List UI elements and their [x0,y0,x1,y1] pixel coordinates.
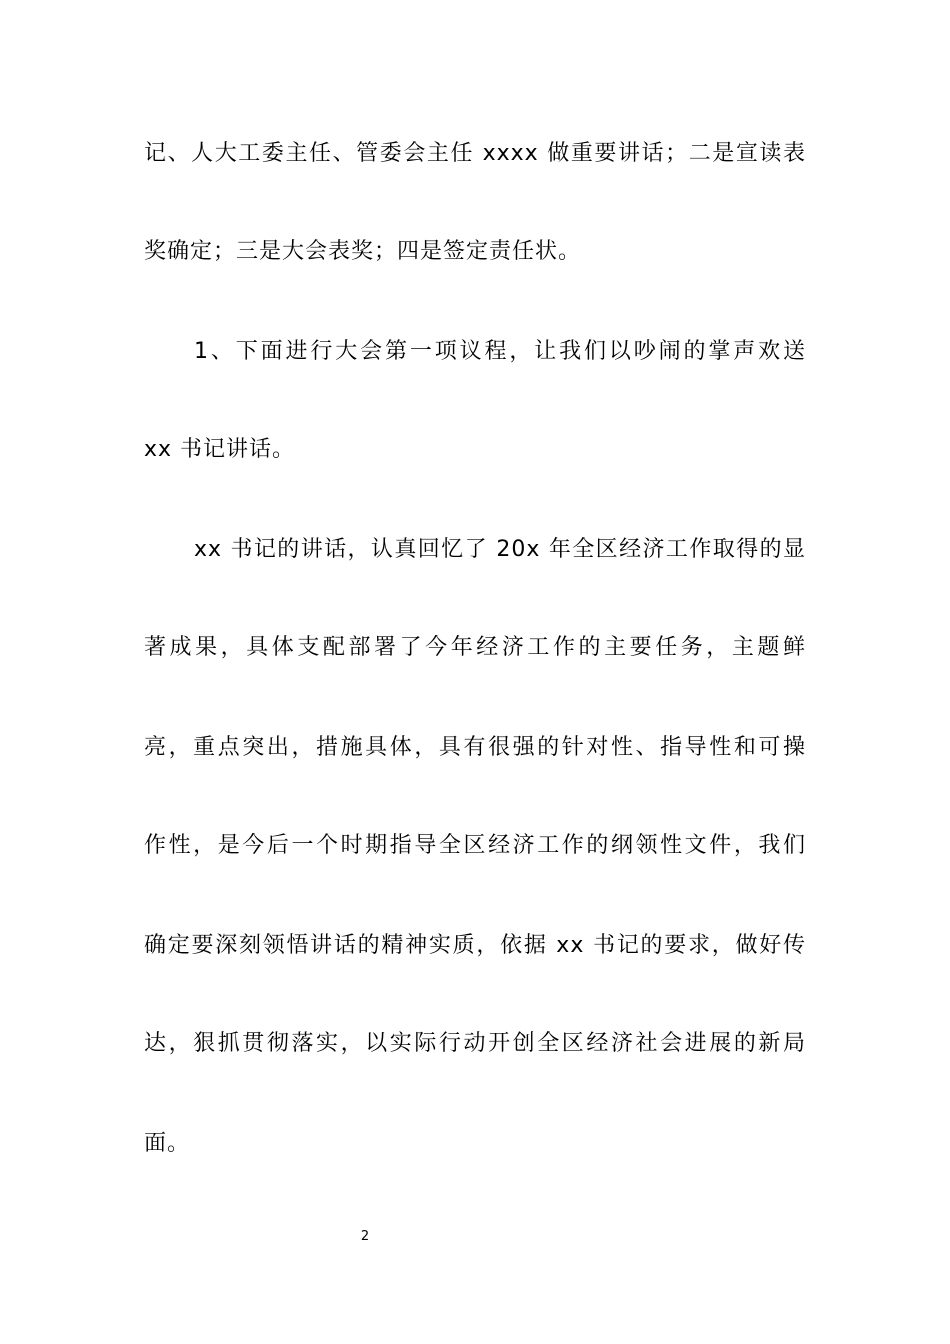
paragraph-3-line-6: 达，狠抓贯彻落实，以实际行动开创全区经济社会进展的新局 [144,1031,806,1056]
paragraph-3-line-2: 著成果，具体支配部署了今年经济工作的主要任务，主题鲜 [144,635,806,660]
paragraph-3-line-7: 面。 [144,1131,191,1156]
paragraph-2-line-1: 1、下面进行大会第一项议程，让我们以吵闹的掌声欢送 [194,339,806,364]
paragraph-3-line-4: 作性，是今后一个时期指导全区经济工作的纲领性文件，我们 [144,833,806,858]
paragraph-3-line-5: 确定要深刻领悟讲话的精神实质，依据 xx 书记的要求，做好传 [144,933,806,958]
paragraph-1-line-1: 记、人大工委主任、管委会主任 xxxx 做重要讲话；二是宣读表 [144,141,806,166]
paragraph-2-line-2: xx 书记讲话。 [144,437,296,462]
paragraph-3-line-1: xx 书记的讲话，认真回忆了 20x 年全区经济工作取得的显 [194,537,806,562]
page-number: 2 [360,1229,370,1244]
paragraph-1-line-2: 奖确定；三是大会表奖；四是签定责任状。 [144,239,582,264]
paragraph-3-line-3: 亮，重点突出，措施具体，具有很强的针对性、指导性和可操 [144,735,806,760]
